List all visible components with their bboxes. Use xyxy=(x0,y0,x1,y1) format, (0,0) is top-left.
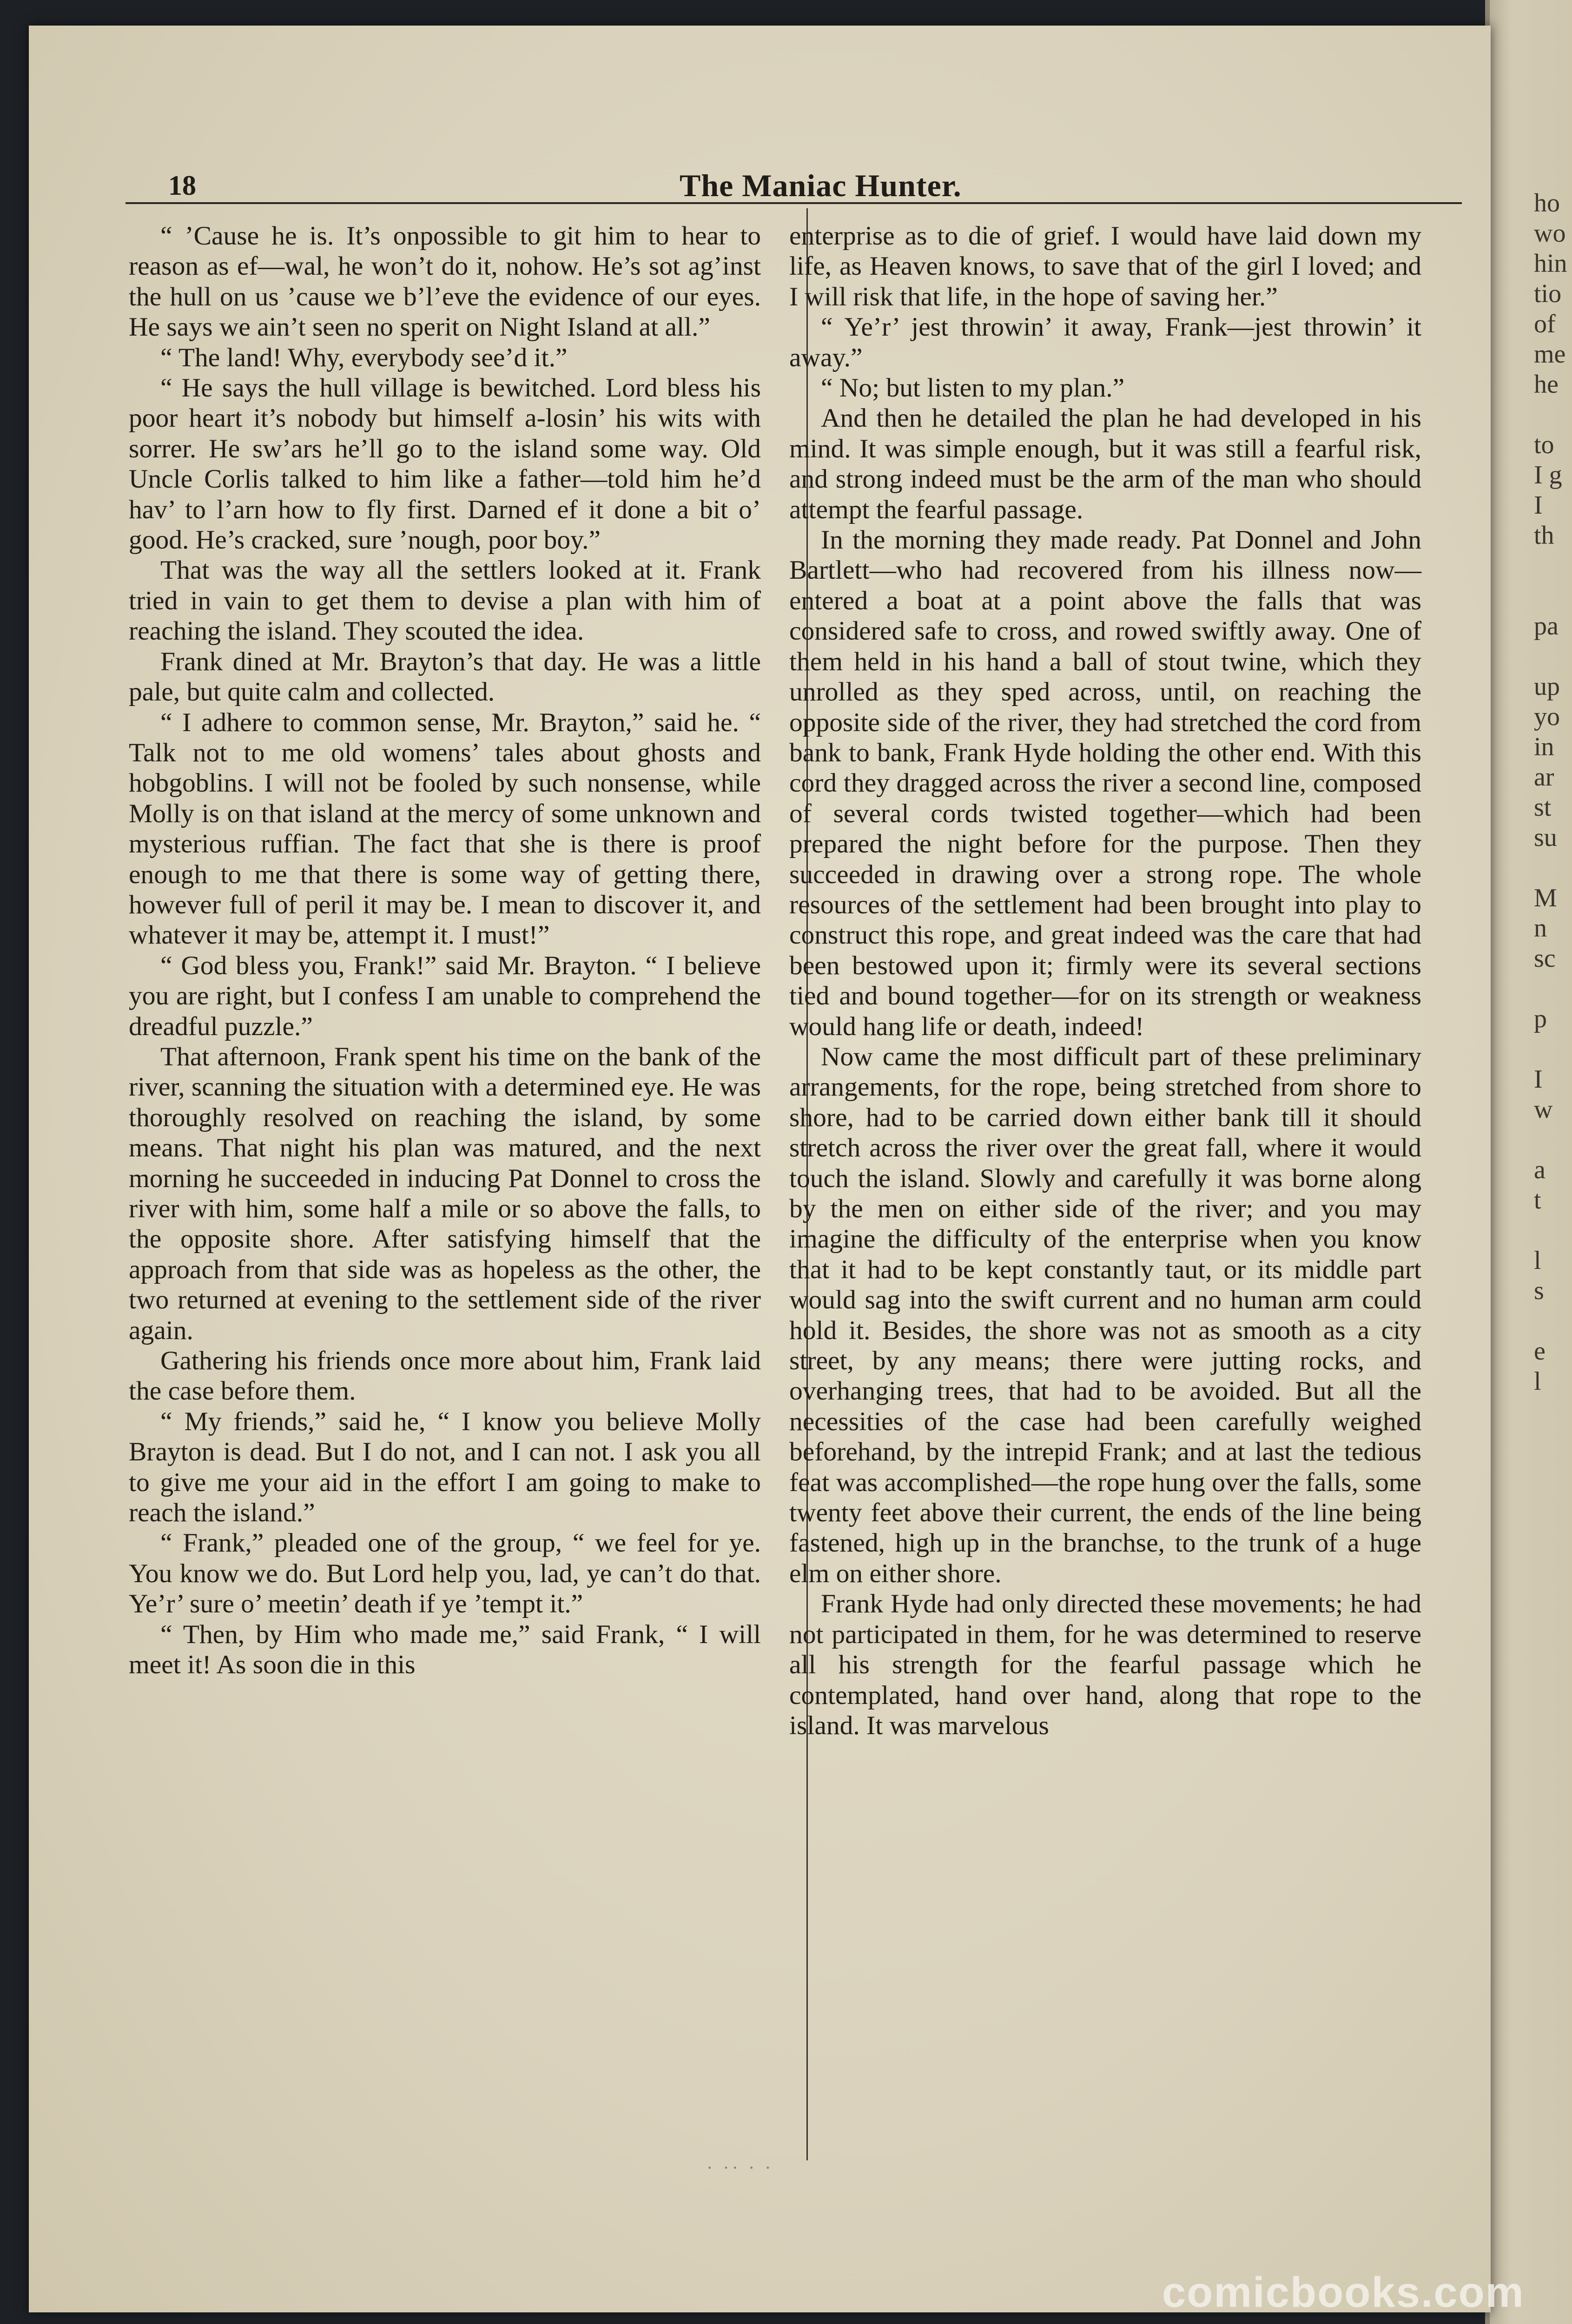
adjacent-page-text: ho wo hin tio of me he to I g I th pa up yo in ar st su M n sc p I w a t l s e l xyxy=(1534,189,1567,1396)
paragraph: And then he detailed the plan he had developed in his mind. It was simple enough, but it was still a fearful risk, and strong indeed must be the arm of the man who should attempt the fearful passage. xyxy=(789,403,1421,524)
paragraph: In the morning they made ready. Pat Donnel and John Bartlett—who had recovered from his illness now—entered a boat at a point above the falls that was considered safe to cross, and rowed swiftly away. One of them held in his hand a ball of stout twine, which they unrolled as they sped across, until, on reaching the opposite side of the river, they had stretched the cord from bank to bank, Frank Hyde holding the other end. With this cord they dragged across the river a second line, composed of several cords twisted together—which had been prepared the night before for the purpose. Then they succeeded in drawing over a strong rope. The whole resources of the settlement had been brought into play to construct this rope, and great indeed was the care that had been bestowed upon it; firmly were its several sections tied and bound together—for on its strength or weakness would hang life or death, indeed! xyxy=(789,525,1421,1041)
page-header xyxy=(168,165,1479,216)
paragraph: “ Then, by Him who made me,” said Frank, “ I will meet it! As soon die in this xyxy=(129,1619,761,1680)
paragraph: “ Ye’r’ jest throwin’ it away, Frank—jest throwin’ it away.” xyxy=(789,312,1421,372)
adjacent-page-edge xyxy=(1485,0,1572,2324)
paragraph: “ He says the hull village is bewitched. Lord bless his poor heart it’s nobody but himself a-losin’ his wits with sorrer. He sw’ars he’ll go to the island some way. Old Uncle Corlis talked to him like a father—told him he’d hav’ to l’arn how to fly first. Darned ef it done a bit o’ good. He’s cracked, sure ’nough, poor boy.” xyxy=(129,373,761,555)
header-rule xyxy=(125,202,1462,204)
paragraph: Frank Hyde had only directed these movements; he had not participated in them, for he was determined to reserve all his strength for the fearful passage which he contemplated, hand over hand, along that rope to the island. It was marvelous xyxy=(789,1589,1421,1740)
paragraph-continued: enterprise as to die of grief. I would have laid down my life, as Heaven knows, to save that of the girl I loved; and I will risk that life, in the hope of saving her.” xyxy=(789,221,1421,311)
paragraph: That was the way all the settlers looked at it. Frank tried in vain to get them to devise a plan with him of reaching the island. They scouted the idea. xyxy=(129,555,761,646)
ink-smudge: · ·· · · xyxy=(707,2157,774,2178)
watermark: comicbooks.com xyxy=(1162,2269,1525,2316)
paragraph: “ ’Cause he is. It’s onpossible to git him to hear to reason as ef—wal, he won’t do it, nohow. He’s sot ag’inst the hull on us ’cause we b’l’eve the evidence of our eyes. He says we ain’t seen no sperit on Night Island at all.” xyxy=(129,221,761,342)
paragraph: “ No; but listen to my plan.” xyxy=(821,373,1125,403)
paragraph: “ My friends,” said he, “ I know you believe Molly Brayton is dead. But I do not, and I can not. I ask you all to give me your aid in the effort I am going to make to reach the island.” xyxy=(129,1406,761,1528)
left-text-column xyxy=(129,221,761,1680)
paragraph: Frank dined at Mr. Brayton’s that day. He was a little pale, but quite calm and collected. xyxy=(129,647,761,707)
paragraph: Now came the most difficult part of these preliminary arrangements, for the rope, being stretched from shore to shore, had to be carried down either bank till it should stretch across the river over the great fall, where it would touch the island. Slowly and carefully it was borne along by the men on either side of the river; and you may imagine the difficulty of the enterprise when you know that it had to be kept constantly taut, or its middle part would sag into the swift current and no human arm could hold it. Besides, the shore was not as smooth as a city street, by any means; there were jutting rocks, and overhanging trees, that had to be avoided. But all the necessities of the case had been carefully weighed beforehand, by the intrepid Frank; and at last the tedious feat was accomplished—the rope hung over the falls, some twenty feet above their current, the ends of the line being fastened, high up in the branchse, to the trunk of a huge elm on either shore. xyxy=(789,1042,1421,1588)
paragraph: Gathering his friends once more about him, Frank laid the case before them. xyxy=(129,1346,761,1406)
page-number: 18 xyxy=(168,170,196,201)
paragraph: “ I adhere to common sense, Mr. Brayton,” said he. “ Talk not to me old womens’ tales about ghosts and hobgoblins. I will not be fooled by such nonsense, while Molly is on that island at the mercy of some unknown and mysterious ruffian. The fact that she is there is proof enough to me that there is some way of getting there, however full of peril it may be. I mean to discover it, and whatever it may be, attempt it. I must!” xyxy=(129,707,761,950)
running-title: The Maniac Hunter. xyxy=(680,168,962,203)
paragraph: That afternoon, Frank spent his time on the bank of the river, scanning the situation with a determined eye. He was thoroughly resolved on reaching the island, by some means. That night his plan was matured, and the next morning he succeeded in inducing Pat Donnel to cross the river with him, some half a mile or so above the falls, to the opposite shore. After satisfying himself that the approach from that side was as hopeless as the other, the two returned at evening to the settlement side of the river again. xyxy=(129,1042,761,1345)
paragraph: “ The land! Why, everybody see’d it.” xyxy=(160,343,568,372)
right-text-column xyxy=(789,221,1421,1741)
paragraph: “ Frank,” pleaded one of the group, “ we feel for ye. You know we do. But Lord help you, lad, ye can’t do that. Ye’r’ sure o’ meetin’ death if ye ’tempt it.” xyxy=(129,1528,761,1619)
paragraph: “ God bless you, Frank!” said Mr. Brayton. “ I believe you are right, but I confess I am unable to comprehend the dreadful puzzle.” xyxy=(129,951,761,1041)
